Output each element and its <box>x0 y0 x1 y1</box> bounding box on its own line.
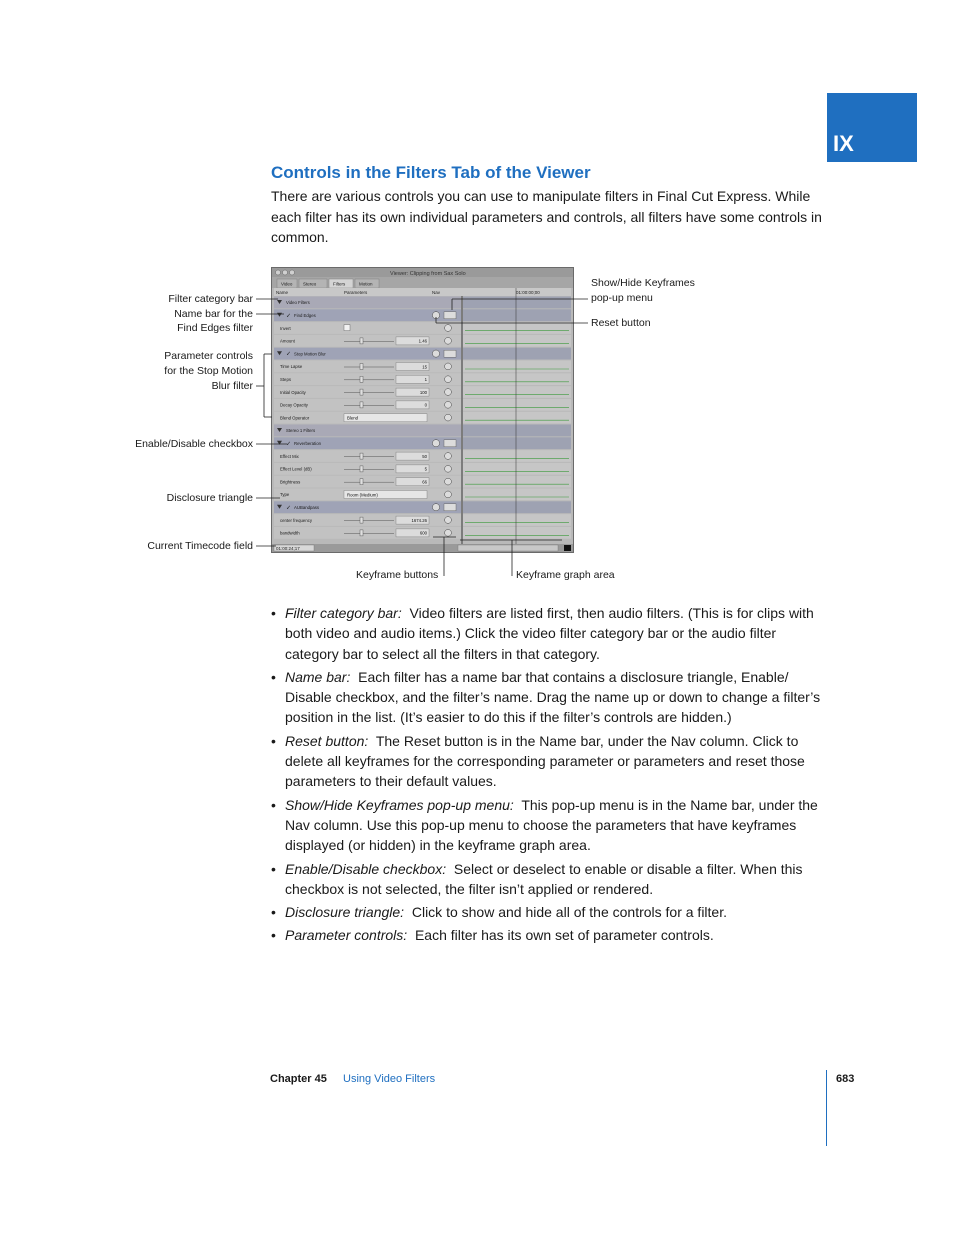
row-name: Initial Opacity <box>280 389 306 395</box>
footer-chapter-title: Using Video Filters <box>343 1073 436 1085</box>
callout-show-hide-keyframes: Show/Hide Keyframes <box>591 277 695 289</box>
row-name: Find Edges <box>294 313 316 318</box>
bullet-term: Enable/Disable checkbox: <box>285 860 447 877</box>
enable-checkbox-icon[interactable]: ✓ <box>286 505 292 512</box>
bullet-text: Select or deselect to enable or disable a filter. When this checkbox is not selected, the filter isn’t applied or rendered. <box>285 860 803 897</box>
bullet-item <box>271 603 831 664</box>
bullet-text: Each filter has its own set of parameter controls. <box>414 927 714 944</box>
parameter-value: 1.46 <box>418 338 427 344</box>
footer-divider <box>826 1070 827 1146</box>
window-title: Viewer: Clipping from Sax Solo <box>390 271 466 277</box>
bullet-term: Parameter controls: <box>285 927 408 944</box>
bullet-dot: • <box>271 732 276 749</box>
callout-find-edges: Find Edges filter <box>177 322 253 334</box>
enable-checkbox-icon[interactable]: ✓ <box>286 351 292 358</box>
row-name: Effect Mix <box>280 453 299 459</box>
callout-reset-button: Reset button <box>591 317 651 329</box>
intro-paragraph: There are various controls you can use to manipulate filters in Final Cut Express. While each filter has its own individual parameters and controls, all filters have some controls in common. <box>271 188 822 245</box>
popup-value: Room (Medium) <box>347 492 378 498</box>
row-name: Type <box>280 492 290 498</box>
parameter-value: 0 <box>424 402 427 408</box>
parameter-value: 1674.26 <box>411 517 427 523</box>
parameter-value: 50 <box>422 453 427 459</box>
bullet-item <box>271 859 831 900</box>
row-name: center frequency <box>280 517 313 523</box>
bullet-dot: • <box>271 605 276 621</box>
callout-keyframe-graph-area: Keyframe graph area <box>516 569 615 581</box>
row-name: Brightness <box>280 479 301 485</box>
current-timecode-value: 01:00:24;17 <box>276 546 300 551</box>
row-name: Stereo 1 Filters <box>286 428 316 434</box>
bullet-list <box>271 603 831 949</box>
callout-blur-filter: Blur filter <box>211 380 253 392</box>
bullet-dot: • <box>271 668 276 685</box>
row-name: Reverberation <box>294 441 321 446</box>
tab-label: Motion <box>359 281 373 287</box>
bullet-term: Show/Hide Keyframes pop-up menu: <box>285 796 514 813</box>
bullet-text: Video filters are listed first, then audio filters. (This is for clips with both video and audio items.) Click the video filter category bar or the audio filter category bar to select all the filters in that category. <box>285 605 814 662</box>
row-name: Video Filters <box>286 300 310 306</box>
tab-label: Filters <box>333 281 346 287</box>
tab-label: Video <box>281 281 293 287</box>
row-name: Invert <box>280 325 291 331</box>
section-title: Controls in the Filters Tab of the Viewer <box>271 163 591 182</box>
row-name: AUBandpass <box>294 505 320 510</box>
callout-filter-category-bar: Filter category bar <box>168 293 253 305</box>
bullet-dot: • <box>271 927 276 944</box>
bullet-dot: • <box>271 860 276 877</box>
callout-keyframe-buttons: Keyframe buttons <box>356 569 439 581</box>
parameter-value: 600 <box>419 530 427 536</box>
row-name: Amount <box>280 338 295 344</box>
bullet-item <box>271 795 831 856</box>
parameter-value: 100 <box>419 389 427 395</box>
row-name: Time Lapse <box>280 364 303 370</box>
bullet-item <box>271 925 831 945</box>
bullet-text: The Reset button is in the Name bar, under the Nav column. Click to delete all keyframes for the corresponding parameter or parameters and reset those parameters to their default values. <box>285 732 805 790</box>
column-parameters-header: Parameters <box>344 290 368 295</box>
parameter-value: 1 <box>424 377 427 383</box>
row-name: Stop Motion Blur <box>294 351 326 357</box>
callout-current-timecode: Current Timecode field <box>147 540 253 552</box>
row-name: Steps <box>280 377 291 382</box>
bullet-term: Name bar: <box>285 668 351 685</box>
tab-label: Stereo <box>303 281 317 287</box>
row-name: bandwidth <box>280 530 300 536</box>
part-tab-label: IX <box>833 131 854 156</box>
column-name-header: Name <box>276 290 289 295</box>
page-number: 683 <box>836 1073 855 1085</box>
timecode-header: 01:00:00;00 <box>516 290 540 295</box>
callout-disclosure-triangle: Disclosure triangle <box>166 492 253 504</box>
enable-checkbox-icon[interactable]: ✓ <box>286 313 292 320</box>
callout-enable-checkbox: Enable/Disable checkbox <box>135 438 253 450</box>
row-name: Decay Opacity <box>280 402 308 408</box>
callout-stop-motion: for the Stop Motion <box>164 365 253 377</box>
bullet-item <box>271 731 831 792</box>
column-nav-header: Nav <box>432 290 441 295</box>
footer-chapter: Chapter 45 <box>270 1073 327 1085</box>
bullet-dot: • <box>271 796 276 813</box>
callout-name-bar: Name bar for the <box>174 308 253 320</box>
parameter-value: 66 <box>422 479 427 485</box>
bullet-dot: • <box>271 904 276 921</box>
callout-parameter-controls: Parameter controls <box>164 350 253 362</box>
popup-value: Blend <box>347 415 358 421</box>
parameter-value: 15 <box>422 364 427 370</box>
bullet-item <box>271 667 831 728</box>
enable-checkbox-icon[interactable]: ✓ <box>286 441 292 448</box>
row-name: Effect Level (dB) <box>280 466 312 472</box>
bullet-item <box>271 902 831 922</box>
bullet-term: Filter category bar: <box>285 605 402 621</box>
bullet-text: Each filter has a name bar that contains a disclosure triangle, Enable/ Disable checkbox, and the filter’s name. Drag the name up or down to change a filter’s position in the list. (It’s easier to do this if the filter’s controls are hidden.) <box>285 668 821 726</box>
bullet-text: Click to show and hide all of the controls for a filter. <box>411 904 728 921</box>
callout-popup-menu: pop-up menu <box>591 292 653 304</box>
parameter-value: 5 <box>424 466 427 472</box>
bullet-term: Reset button: <box>285 732 369 749</box>
row-name: Blend Operator <box>280 415 310 421</box>
bullet-text: This pop-up menu is in the Name bar, under the Nav column. Use this pop-up menu to choose the parameters that have keyframes displayed (or hidden) in the keyframe graph area. <box>285 796 818 854</box>
bullet-term: Disclosure triangle: <box>285 904 405 921</box>
